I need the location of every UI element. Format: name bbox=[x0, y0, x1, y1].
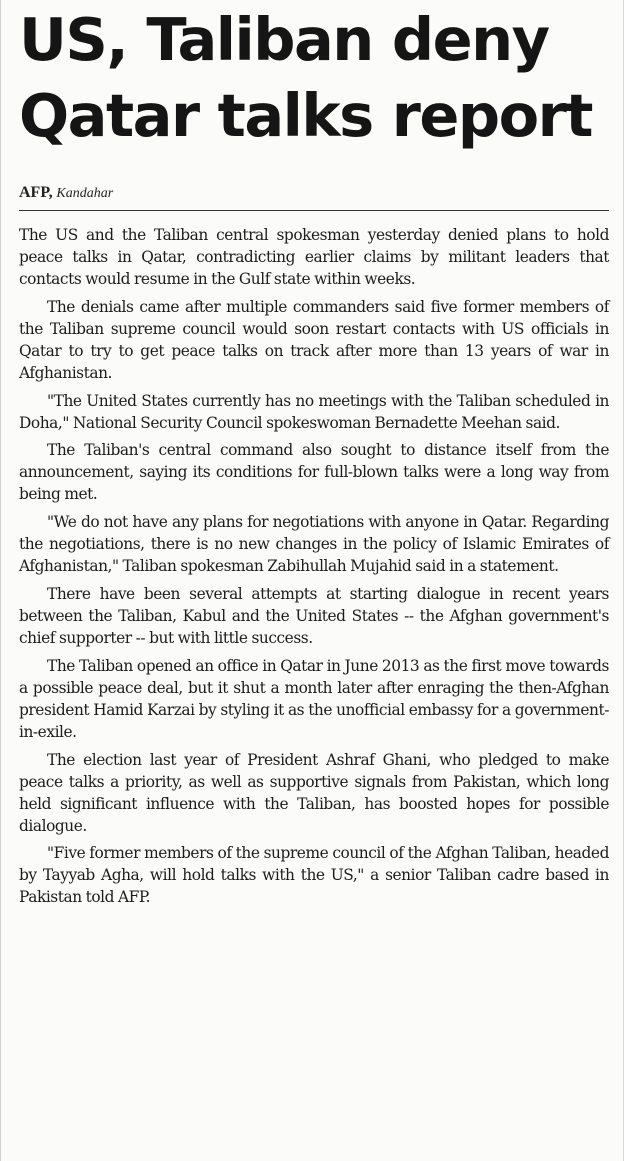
byline bbox=[19, 183, 113, 204]
article-paragraph-6: There have been several attempts at starting dialogue in recent years between the Taliban, Kabul and the United States -- the Afghan government's chief supporter -- but with little success. bbox=[19, 584, 609, 647]
headline-line-2: Qatar talks report bbox=[19, 81, 592, 150]
byline-divider bbox=[19, 210, 609, 211]
article-paragraph-1: The US and the Taliban central spokesman yesterday denied plans to hold peace talks in Qatar, contradicting earlier claims by militant leaders that contacts would resume in the Gulf state within weeks. bbox=[19, 226, 609, 288]
article-paragraph-2: The denials came after multiple commanders said five former members of the Taliban supreme council would soon restart contacts with US officials in Qatar to try to get peace talks on track after more than 13 years of war in Afghanistan. bbox=[19, 297, 609, 382]
article-paragraph-4: The Taliban's central command also sought to distance itself from the announcement, saying its conditions for full-blown talks were a long way from being met. bbox=[19, 441, 609, 504]
headline bbox=[19, 2, 619, 154]
article-paragraph-5: "We do not have any plans for negotiations with anyone in Qatar. Regarding the negotiations, there is no new changes in the policy of Islamic Emirates of Afghanistan," Taliban spokesman Zabihullah Mujahid said in a statement. bbox=[19, 513, 609, 576]
article-paragraph-8: The election last year of President Ashraf Ghani, who pledged to make peace talks a priority, as well as supportive signals from Pakistan, which long held significant influence with the Taliban, has boosted hopes for possible dialogue. bbox=[19, 750, 609, 835]
byline-location: Kandahar bbox=[56, 186, 114, 201]
article-paragraph-9: "Five former members of the supreme council of the Afghan Taliban, headed by Tayyab Agha, will hold talks with the US," a senior Taliban cadre based in Pakistan told AFP. bbox=[19, 844, 609, 907]
article-body bbox=[19, 224, 609, 914]
headline-line-1: US, Taliban deny bbox=[19, 5, 549, 74]
article-paragraph-3: "The United States currently has no meetings with the Taliban scheduled in Doha," National Security Council spokeswoman Bernadette Meehan said. bbox=[19, 391, 609, 432]
article-paragraph-7: The Taliban opened an office in Qatar in June 2013 as the first move towards a possible peace deal, but it shut a month later after enraging the then-Afghan president Hamid Karzai by styling it as the unofficial embassy for a government-in-exile. bbox=[19, 656, 609, 741]
byline-agency: AFP, bbox=[19, 184, 53, 201]
